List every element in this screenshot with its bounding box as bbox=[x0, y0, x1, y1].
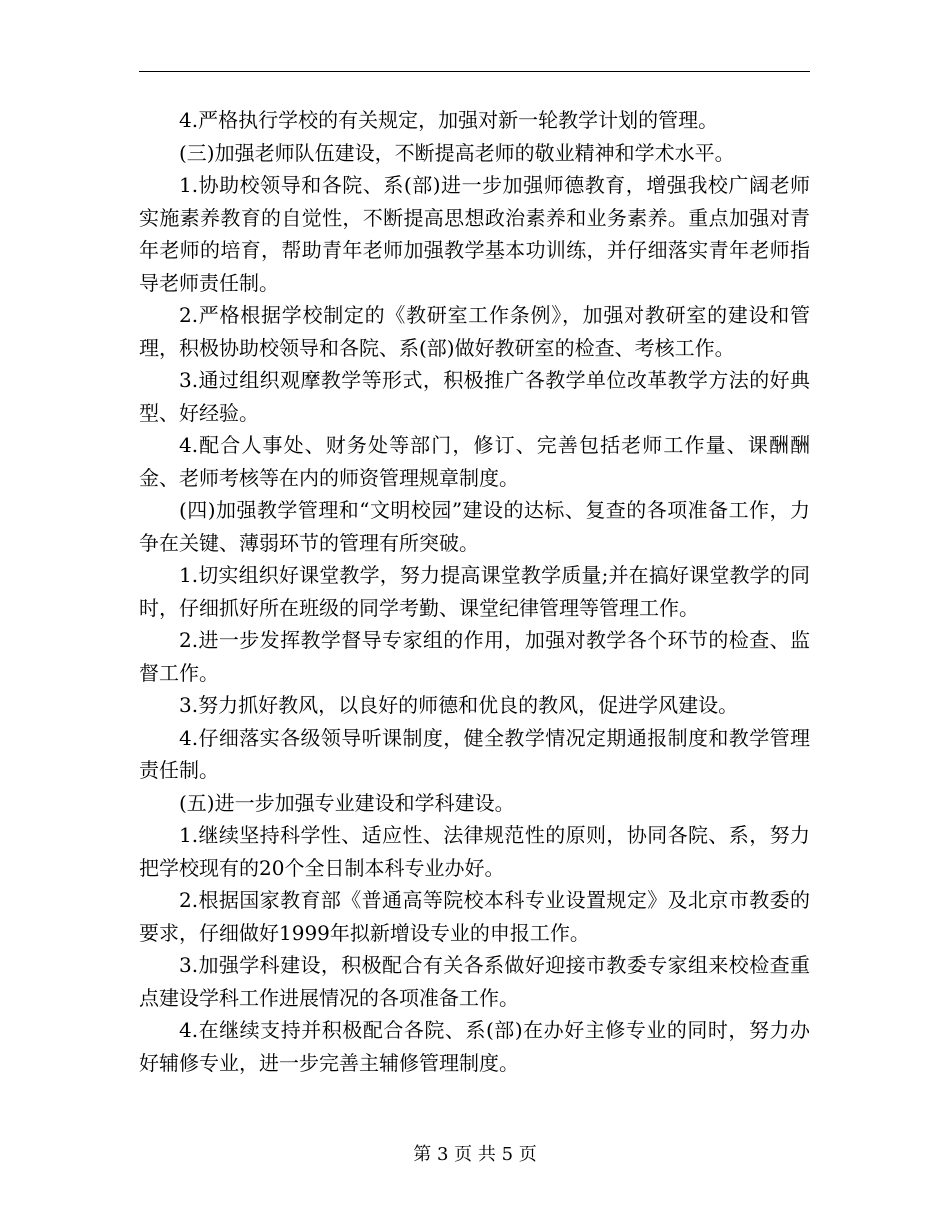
paragraph: 1.继续坚持科学性、适应性、法律规范性的原则，协同各院、系，努力把学校现有的20个全日制本科专业办好。 bbox=[139, 823, 810, 880]
page-number-footer: 第 3 页 共 5 页 bbox=[413, 1144, 537, 1165]
paragraph: 2.进一步发挥教学督导专家组的作用，加强对教学各个环节的检查、监督工作。 bbox=[139, 628, 810, 685]
paragraph: 2.根据国家教育部《普通高等院校本科专业设置规定》及北京市教委的要求，仔细做好1999年拟新增设专业的申报工作。 bbox=[139, 888, 810, 945]
paragraph: 1.切实组织好课堂教学，努力提高课堂教学质量;并在搞好课堂教学的同时，仔细抓好所在班级的同学考勤、课堂纪律管理等管理工作。 bbox=[139, 563, 810, 620]
paragraph: 4.配合人事处、财务处等部门，修订、完善包括老师工作量、课酬酬金、老师考核等在内的师资管理规章制度。 bbox=[139, 433, 810, 490]
section-heading: (三)加强老师队伍建设，不断提高老师的敬业精神和学术水平。 bbox=[179, 140, 735, 165]
paragraph: 2.严格根据学校制定的《教研室工作条例》，加强对教研室的建设和管理，积极协助校领导和各院、系(部)做好教研室的检查、考核工作。 bbox=[139, 303, 810, 360]
paragraph: 4.严格执行学校的有关规定，加强对新一轮教学计划的管理。 bbox=[179, 108, 719, 132]
header-rule bbox=[139, 71, 810, 72]
paragraph: 3.加强学科建设，积极配合有关各系做好迎接市教委专家组来校检查重点建设学科工作进展情况的各项准备工作。 bbox=[139, 953, 810, 1010]
document-body bbox=[139, 104, 810, 1079]
paragraph: 3.通过组织观摩教学等形式，积极推广各教学单位改革教学方法的好典型、好经验。 bbox=[139, 368, 810, 425]
paragraph: 4.在继续支持并积极配合各院、系(部)在办好主修专业的同时，努力办好辅修专业，进一步完善主辅修管理制度。 bbox=[139, 1018, 810, 1075]
section-heading: (五)进一步加强专业建设和学科建设。 bbox=[179, 790, 515, 815]
paragraph: 1.协助校领导和各院、系(部)进一步加强师德教育，增强我校广阔老师实施素养教育的自觉性，不断提高思想政治素养和业务素养。重点加强对青年老师的培育，帮助青年老师加强教学基本功训练，并仔细落实青年老师指导老师责任制。 bbox=[139, 173, 810, 295]
paragraph: 4.仔细落实各级领导听课制度，健全教学情况定期通报制度和教学管理责任制。 bbox=[139, 725, 810, 782]
section-heading: (四)加强教学管理和“文明校园”建设的达标、复查的各项准备工作，力争在关键、薄弱环节的管理有所突破。 bbox=[139, 498, 810, 555]
paragraph: 3.努力抓好教风，以良好的师德和优良的教风，促进学风建设。 bbox=[179, 693, 739, 717]
